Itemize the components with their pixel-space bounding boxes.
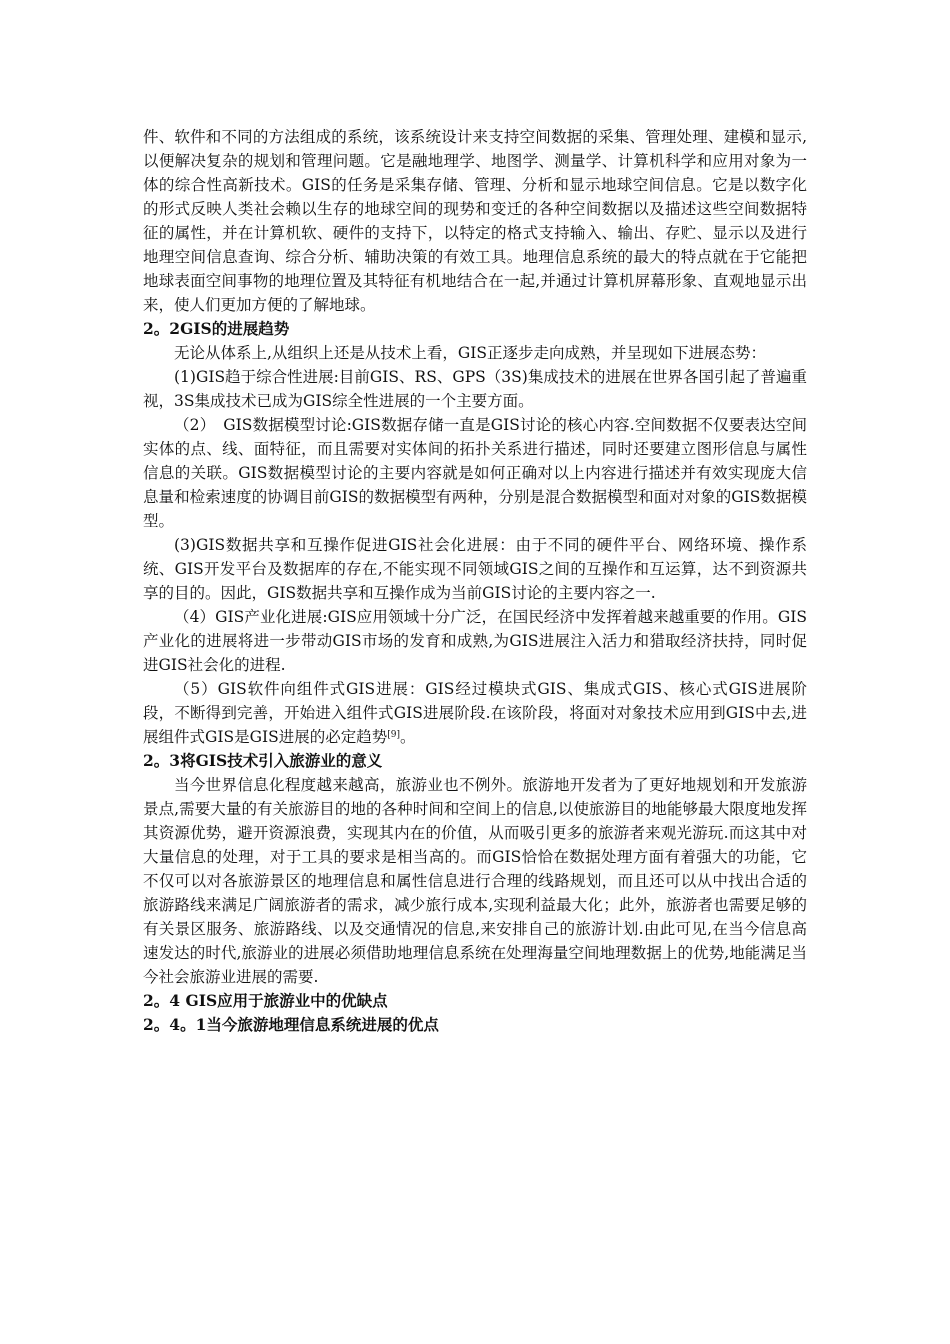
- section-heading-2-4-1: 2。4。1当今旅游地理信息系统进展的优点: [143, 1015, 439, 1034]
- body-paragraph-trend-3: [143, 533, 807, 605]
- paragraph-text: （4）GIS产业化进展:GIS应用领域十分广泛，在国民经济中发挥着越来越重要的作用。GIS产业化的进展将进一步带动GIS市场的发育和成熟,为GIS进展注入活力和猎取经济扶持，同时促进GIS社会化的进程.: [143, 608, 807, 674]
- paragraph-text: 当今世界信息化程度越来越高，旅游业也不例外。旅游地开发者为了更好地规划和开发旅游景点,需要大量的有关旅游目的地的各种时间和空间上的信息,以使旅游目的地能够最大限度地发挥其资源优势，避开资源浪费，实现其内在的价值，从而吸引更多的旅游者来观光游玩.而这其中对大量信息的处理，对于工具的要求是相当高的。而GIS恰恰在数据处理方面有着强大的功能，它不仅可以对各旅游景区的地理信息和属性信息进行合理的线路规划，而且还可以从中找出合适的旅游路线来满足广阔旅游者的需求，减少旅行成本,实现利益最大化；此外，旅游者也需要足够的有关景区服务、旅游路线、以及交通情况的信息,来安排自己的旅游计划.由此可见,在当今信息高速发达的时代,旅游业的进展必须借助地理信息系统在处理海量空间地理数据上的优势,地能满足当今社会旅游业进展的需要.: [143, 776, 807, 986]
- section-heading-2-2: 2。2GIS的进展趋势: [143, 319, 290, 338]
- paragraph-text: (3)GIS数据共享和互操作促进GIS社会化进展：由于不同的硬件平台、网络环境、操作系统、GIS开发平台及数据库的存在,不能实现不同领域GIS之间的互操作和互运算，达不到资源共享的目的。因此，GIS数据共享和互操作成为当前GIS讨论的主要内容之一.: [143, 536, 807, 602]
- body-paragraph-tourism-significance: [143, 773, 807, 989]
- paragraph-tail: 。: [400, 728, 416, 746]
- section-heading-2-4: 2。4 GIS应用于旅游业中的优缺点: [143, 991, 388, 1010]
- paragraph-text: 件、软件和不同的方法组成的系统，该系统设计来支持空间数据的采集、管理处理、建模和显示,以便解决复杂的规划和管理问题。它是融地理学、地图学、测量学、计算机科学和应用对象为一体的综合性高新技术。GIS的任务是采集存储、管理、分析和显示地球空间信息。它是以数字化的形式反映人类社会赖以生存的地球空间的现势和变迁的各种空间数据以及描述这些空间数据特征的属性，并在计算机软、硬件的支持下，以特定的格式支持输入、输出、存贮、显示以及进行地理空间信息查询、综合分析、辅助决策的有效工具。地理信息系统的最大的特点就在于它能把地球表面空间事物的地理位置及其特征有机地结合在一起,并通过计算机屏幕形象、直观地显示出来，使人们更加方便的了解地球。: [143, 128, 807, 314]
- paragraph-text: （2） GIS数据模型讨论:GIS数据存储一直是GIS讨论的核心内容.空间数据不仅要表达空间实体的点、线、面特征，而且需要对实体间的拓扑关系进行描述，同时还要建立图形信息与属性信息的关联。GIS数据模型讨论的主要内容就是如何正确对以上内容进行描述并有效实现庞大信息量和检索速度的协调目前GIS的数据模型有两种，分别是混合数据模型和面对对象的GIS数据模型。: [143, 416, 807, 530]
- body-paragraph-trend-2: [143, 413, 807, 533]
- body-paragraph-gis-definition: [143, 125, 807, 317]
- paragraph-text: (1)GIS趋于综合性进展:目前GIS、RS、GPS（3S)集成技术的进展在世界各国引起了普遍重视，3S集成技术已成为GIS综全性进展的一个主要方面。: [143, 368, 807, 410]
- paragraph-text: （5）GIS软件向组件式GIS进展：GIS经过模块式GIS、集成式GIS、核心式GIS进展阶段，不断得到完善，开始进入组件式GIS进展阶段.在该阶段，将面对对象技术应用到GIS中去,进展组件式GIS是GIS进展的必定趋势: [143, 680, 807, 746]
- body-paragraph-trend-4: [143, 605, 807, 677]
- citation-superscript: [9]: [387, 730, 400, 740]
- body-paragraph-trend-intro: [143, 341, 807, 365]
- body-paragraph-trend-5: [143, 677, 807, 749]
- paragraph-text: 无论从体系上,从组织上还是从技术上看，GIS正逐步走向成熟，并呈现如下进展态势：: [174, 344, 767, 362]
- document-page: [143, 125, 807, 1037]
- body-paragraph-trend-1: [143, 365, 807, 413]
- section-heading-2-3: 2。3将GIS技术引入旅游业的意义: [143, 751, 383, 770]
